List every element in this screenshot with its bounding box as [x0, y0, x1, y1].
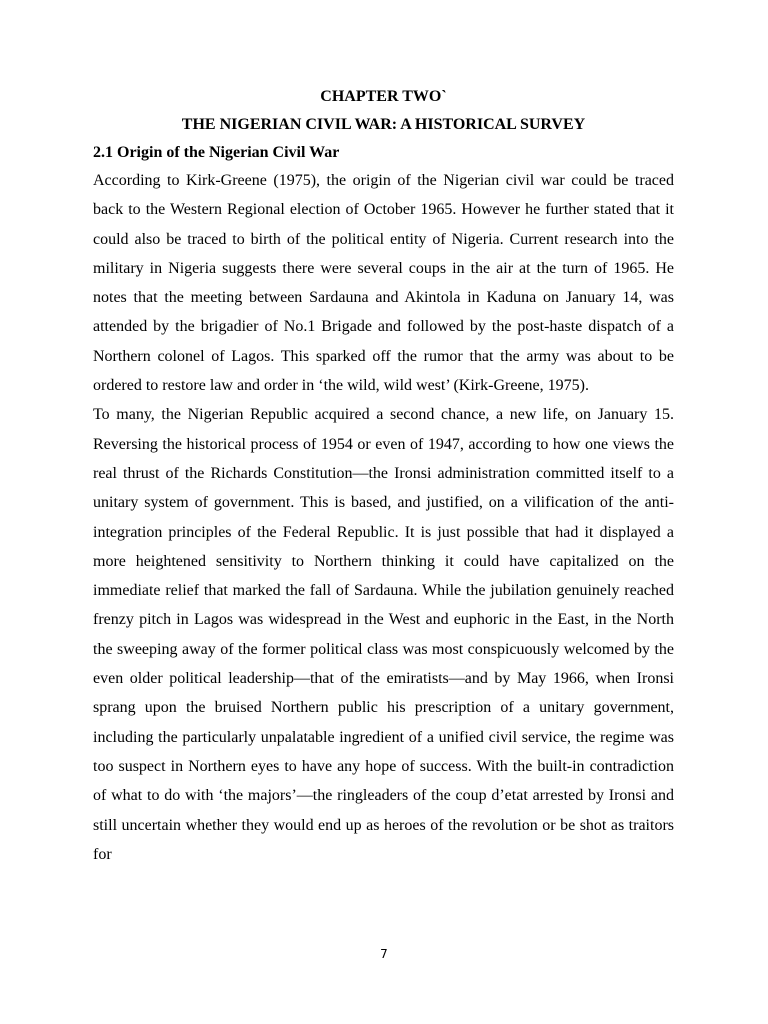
chapter-subtitle: THE NIGERIAN CIVIL WAR: A HISTORICAL SURVEY — [181, 116, 586, 133]
chapter-title: CHAPTER TWO` — [320, 88, 447, 105]
page-number: 7 — [380, 947, 388, 961]
document-page — [93, 86, 674, 869]
paragraph-2: To many, the Nigerian Republic acquired a second chance, a new life, on January 15. Reversing the historical process of 1954 or even of 1947, according to how one views the real thrust of the Richards Constitution—the Ironsi administration committed itself to a unitary system of government. This is based, and justified, on a vilification of the anti-integration principles of the Federal Republic. It is just possible that had it displayed a more heightened sensitivity to Northern thinking it could have capitalized on the immediate relief that marked the fall of Sardauna. While the jubilation genuinely reached frenzy pitch in Lagos was widespread in the West and euphoric in the East, in the North the sweeping away of the former political class was most conspicuously welcomed by the even older political leadership—that of the emiratists—and by May 1966, when Ironsi sprang upon the bruised Northern public his prescription of a unitary government, including the particularly unpalatable ingredient of a unified civil service, the regime was too suspect in Northern eyes to have any hope of success. With the built-in contradiction of what to do with ‘the majors’—the ringleaders of the coup d’etat arrested by Ironsi and still uncertain whether they would end up as heroes of the revolution or be shot as traitors for — [93, 406, 674, 863]
section-heading: 2.1 Origin of the Nigerian Civil War — [93, 144, 340, 161]
paragraph-1: According to Kirk-Greene (1975), the origin of the Nigerian civil war could be traced back to the Western Regional election of October 1965. However he further stated that it could also be traced to birth of the political entity of Nigeria. Current research into the military in Nigeria suggests there were several coups in the air at the turn of 1965. He notes that the meeting between Sardauna and Akintola in Kaduna on January 14, was attended by the brigadier of No.1 Brigade and followed by the post-haste dispatch of a Northern colonel of Lagos. This sparked off the rumor that the army was about to be ordered to restore law and order in ‘the wild, wild west’ (Kirk-Greene, 1975). — [93, 172, 674, 395]
